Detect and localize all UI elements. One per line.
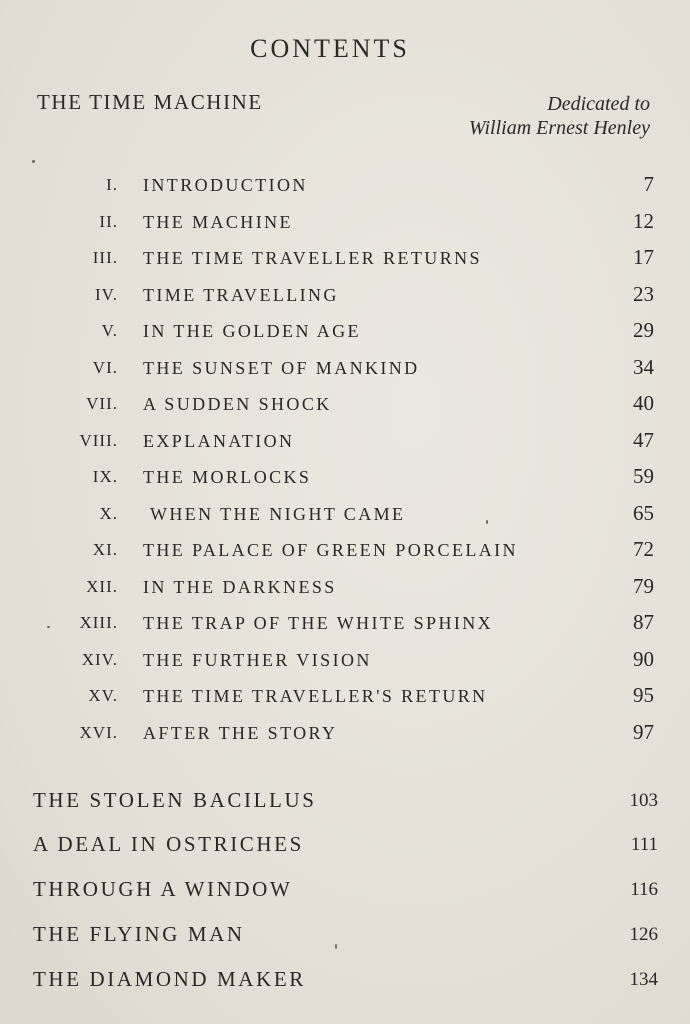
chapter-row <box>0 205 690 241</box>
chapter-page-number: 40 <box>633 391 654 415</box>
chapter-title: AFTER THE STORY <box>143 722 338 743</box>
story-title: THE FLYING MAN <box>33 922 245 946</box>
chapter-title: THE MACHINE <box>143 211 293 232</box>
chapter-row <box>0 351 690 387</box>
chapter-number: IV. <box>95 284 118 304</box>
chapter-title: THE PALACE OF GREEN PORCELAIN <box>143 540 518 560</box>
chapter-number: II. <box>99 211 118 231</box>
chapter-page-number: 59 <box>633 464 654 488</box>
chapter-title: EXPLANATION <box>143 430 295 451</box>
paper-speck <box>32 160 35 163</box>
story-title: THE DIAMOND MAKER <box>33 967 306 991</box>
chapter-title: THE MORLOCKS <box>143 467 312 487</box>
chapter-page-number: 90 <box>633 646 654 671</box>
book-title: THE TIME MACHINE <box>37 90 263 114</box>
story-title: A DEAL IN OSTRICHES <box>33 832 304 856</box>
chapter-page-number: 7 <box>643 172 654 196</box>
paper-speck <box>335 944 337 949</box>
chapter-number: X. <box>99 503 118 523</box>
chapter-row <box>0 497 690 533</box>
story-page-number: 111 <box>630 834 658 855</box>
chapter-title: THE FURTHER VISION <box>143 649 372 670</box>
chapter-page-number: 29 <box>633 318 654 342</box>
chapter-page-number: 17 <box>633 245 654 269</box>
chapter-number: V. <box>101 321 118 340</box>
chapter-number: IX. <box>92 467 118 486</box>
chapter-number: XV. <box>88 686 118 705</box>
chapter-row <box>0 241 690 277</box>
contents-heading: CONTENTS <box>250 34 410 63</box>
chapter-number: I. <box>106 175 118 194</box>
story-page-number: 134 <box>629 969 658 990</box>
story-row <box>0 914 690 958</box>
chapter-title: TIME TRAVELLING <box>143 284 339 305</box>
story-title: THROUGH A WINDOW <box>33 877 293 901</box>
chapter-title: WHEN THE NIGHT CAME <box>150 503 406 524</box>
chapter-row <box>0 570 690 606</box>
story-title: THE STOLEN BACILLUS <box>33 788 317 812</box>
chapter-title: IN THE DARKNESS <box>143 576 337 597</box>
chapter-title: IN THE GOLDEN AGE <box>143 321 361 341</box>
chapter-number: VI. <box>92 357 118 377</box>
chapter-number: III. <box>92 248 118 267</box>
chapter-row <box>0 168 690 204</box>
chapter-row <box>0 460 690 496</box>
chapter-page-number: 34 <box>633 354 654 379</box>
story-page-number: 103 <box>629 790 658 811</box>
dedication-name: William Ernest Henley <box>468 117 650 139</box>
chapter-row <box>0 533 690 569</box>
chapter-page-number: 87 <box>633 610 654 634</box>
chapter-number: VIII. <box>79 430 118 450</box>
chapter-page-number: 97 <box>633 719 654 744</box>
chapter-title: THE TRAP OF THE WHITE SPHINX <box>143 613 494 633</box>
chapter-title: THE SUNSET OF MANKIND <box>143 357 420 378</box>
story-page-number: 126 <box>629 924 658 945</box>
dedication-line: Dedicated to <box>547 93 650 115</box>
chapter-number: XIII. <box>79 613 118 632</box>
chapter-title: A SUDDEN SHOCK <box>143 394 332 414</box>
story-row <box>0 780 690 824</box>
story-row <box>0 869 690 913</box>
story-row <box>0 824 690 868</box>
chapter-row <box>0 643 690 679</box>
chapter-number: XI. <box>92 540 118 559</box>
chapter-row <box>0 606 690 642</box>
paper-speck <box>47 626 50 628</box>
paper-speck <box>486 520 488 524</box>
chapter-row <box>0 424 690 460</box>
chapter-page-number: 23 <box>633 281 654 306</box>
chapter-number: VII. <box>86 394 118 413</box>
story-page-number: 116 <box>630 879 658 900</box>
chapter-number: XII. <box>86 576 118 596</box>
chapter-row <box>0 716 690 752</box>
chapter-title: INTRODUCTION <box>143 175 308 195</box>
chapter-page-number: 47 <box>633 427 654 452</box>
chapter-page-number: 12 <box>633 208 654 233</box>
story-row <box>0 959 690 1003</box>
chapter-title: THE TIME TRAVELLER RETURNS <box>143 248 482 268</box>
dedication <box>469 92 650 140</box>
chapter-row <box>0 278 690 314</box>
chapter-row <box>0 679 690 715</box>
chapter-number: XVI. <box>79 722 118 742</box>
chapter-row <box>0 387 690 423</box>
chapter-title: THE TIME TRAVELLER'S RETURN <box>143 686 488 706</box>
chapter-page-number: 65 <box>633 500 654 525</box>
chapter-page-number: 95 <box>633 683 654 707</box>
chapter-page-number: 72 <box>633 537 654 561</box>
chapter-number: XIV. <box>81 649 118 669</box>
chapter-row <box>0 314 690 350</box>
chapter-page-number: 79 <box>633 573 654 598</box>
